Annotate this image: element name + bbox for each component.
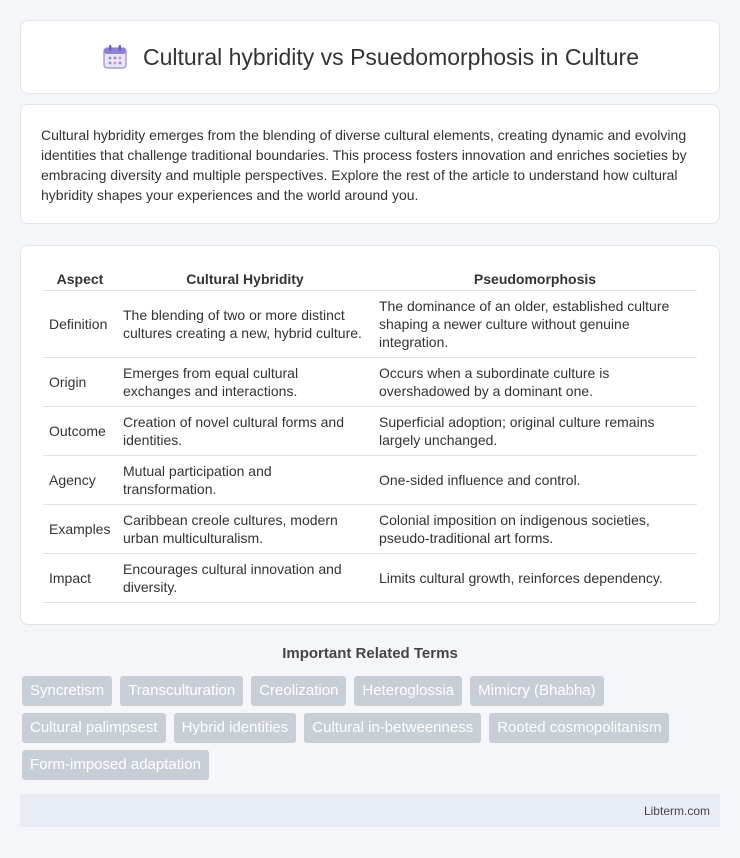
term-chip[interactable]: Heteroglossia (354, 676, 462, 706)
header-aspect: Aspect (43, 266, 117, 290)
cell-pseudomorphosis: The dominance of an older, established culture shaping a newer culture without genuine integration. (373, 290, 697, 357)
related-terms-heading: Important Related Terms (282, 645, 458, 662)
cell-aspect: Definition (43, 290, 117, 357)
cell-hybridity: Creation of novel cultural forms and identities. (117, 406, 373, 455)
comparison-table (43, 266, 697, 603)
footer-brand[interactable]: Libterm.com (643, 803, 710, 818)
cell-hybridity: The blending of two or more distinct cultures creating a new, hybrid culture. (117, 290, 373, 357)
table-row (43, 357, 697, 406)
term-chip[interactable]: Rooted cosmopolitanism (489, 713, 669, 743)
table-row (43, 290, 697, 357)
cell-pseudomorphosis: Superficial adoption; original culture remains largely unchanged. (373, 406, 697, 455)
cell-hybridity: Mutual participation and transformation. (117, 455, 373, 504)
cell-aspect: Origin (43, 357, 117, 406)
term-chip[interactable]: Syncretism (22, 676, 112, 706)
cell-aspect: Agency (43, 455, 117, 504)
footer (20, 794, 720, 827)
related-terms-section (20, 645, 720, 780)
title-card (20, 20, 720, 94)
term-chip[interactable]: Mimicry (Bhabha) (470, 676, 604, 706)
cell-pseudomorphosis: Colonial imposition on indigenous societies, pseudo-traditional art forms. (373, 504, 697, 553)
term-chip[interactable]: Hybrid identities (174, 713, 297, 743)
cell-aspect: Outcome (43, 406, 117, 455)
intro-card (20, 104, 720, 224)
intro-paragraph: Cultural hybridity emerges from the blending of diverse cultural elements, creating dynamic and evolving identities that challenge traditional boundaries. This process fosters innovation and enriches societies by embracing diversity and multiple perspectives. Explore the rest of the article to understand how cultural hybridity shapes your experiences and the world around you. (41, 127, 687, 203)
related-terms-list (20, 676, 720, 780)
term-chip[interactable]: Transculturation (120, 676, 243, 706)
table-row (43, 553, 697, 602)
comparison-table-card (20, 245, 720, 625)
table-header-row (43, 266, 697, 290)
term-chip[interactable]: Creolization (251, 676, 346, 706)
table-row (43, 406, 697, 455)
table-row (43, 455, 697, 504)
page-title: Cultural hybridity vs Psuedomorphosis in Culture (143, 43, 639, 70)
cell-hybridity: Caribbean creole cultures, modern urban multiculturalism. (117, 504, 373, 553)
cell-hybridity: Emerges from equal cultural exchanges and interactions. (117, 357, 373, 406)
header-cultural-hybridity: Cultural Hybridity (117, 266, 373, 290)
term-chip[interactable]: Cultural in-betweenness (304, 713, 481, 743)
cell-pseudomorphosis: Limits cultural growth, reinforces dependency. (373, 553, 697, 602)
header-pseudomorphosis: Pseudomorphosis (373, 266, 697, 290)
table-row (43, 504, 697, 553)
cell-aspect: Impact (43, 553, 117, 602)
term-chip[interactable]: Form-imposed adaptation (22, 750, 209, 780)
cell-hybridity: Encourages cultural innovation and diversity. (117, 553, 373, 602)
cell-pseudomorphosis: Occurs when a subordinate culture is overshadowed by a dominant one. (373, 357, 697, 406)
calendar-icon (101, 43, 129, 71)
cell-pseudomorphosis: One-sided influence and control. (373, 455, 697, 504)
cell-aspect: Examples (43, 504, 117, 553)
term-chip[interactable]: Cultural palimpsest (22, 713, 166, 743)
